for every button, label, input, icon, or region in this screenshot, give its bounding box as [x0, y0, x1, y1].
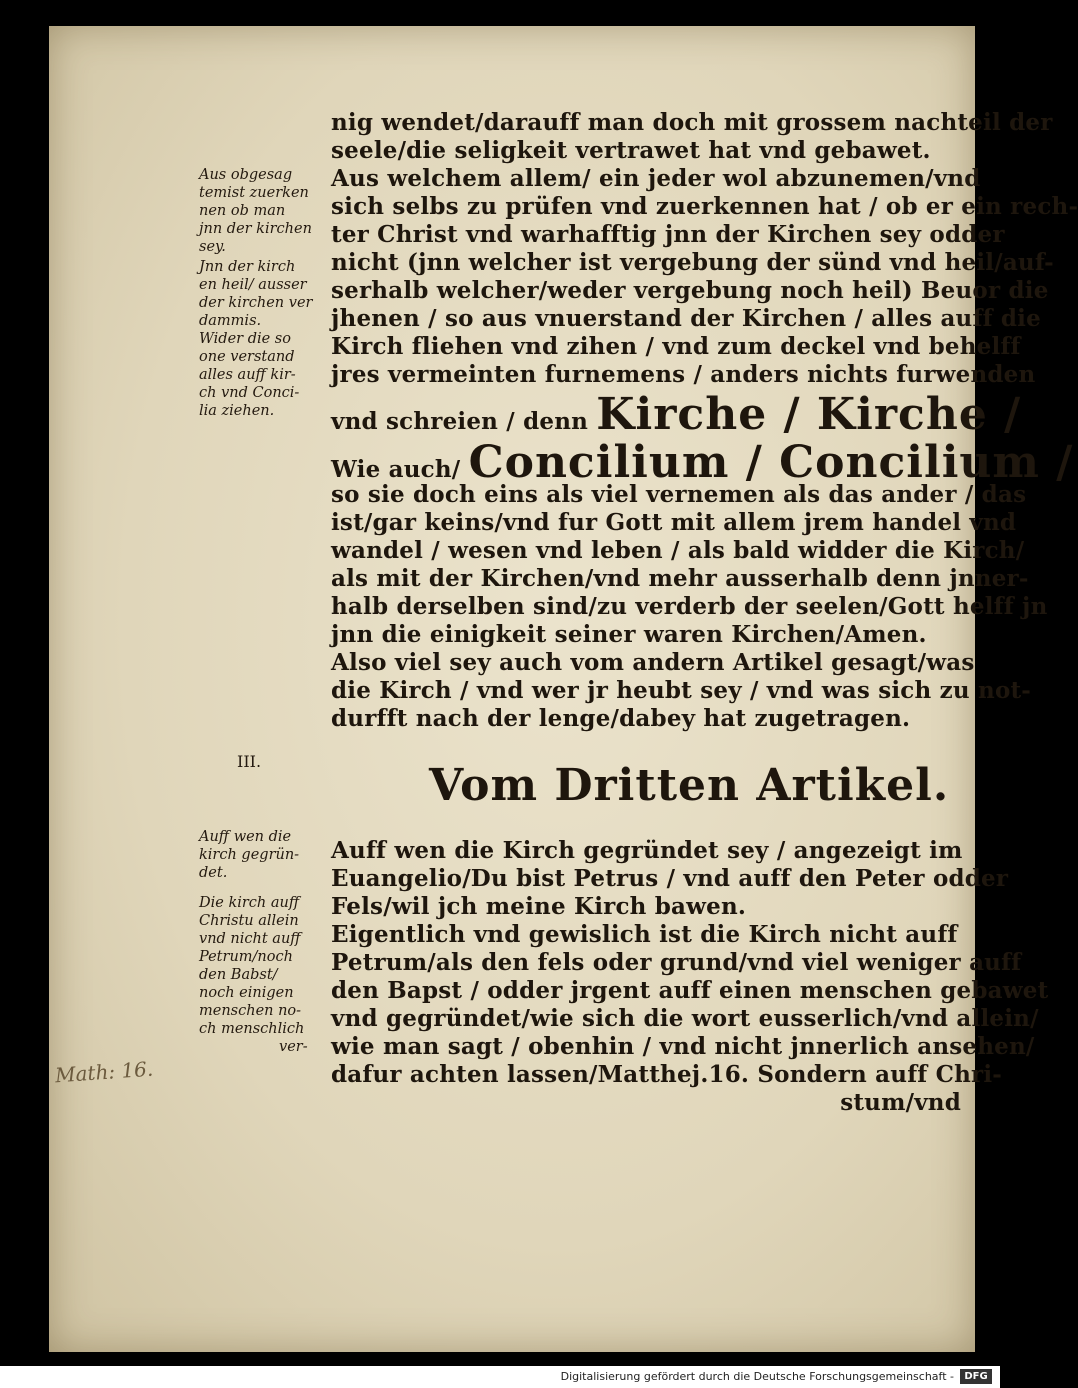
margin-note: dammis. [199, 313, 262, 329]
text-line: wie man sagt / obenhin / vnd nicht jnnerlich ansehen/ [331, 1033, 1035, 1060]
text-line: jhenen / so aus vnuerstand der Kirchen / alles auff die [331, 305, 1041, 332]
footer-bar [0, 1366, 1000, 1388]
margin-note: lia ziehen. [199, 403, 275, 419]
margin-note: vnd nicht auff [199, 931, 301, 947]
handwritten-annotation: Math: 16. [54, 1056, 154, 1088]
book-page [49, 26, 1078, 1352]
chapter-number: III. [237, 752, 262, 771]
text-line: ter Christ vnd warhafftig jnn der Kirchen sey odder [331, 221, 1005, 248]
margin-note: jnn der kirchen [199, 221, 312, 237]
text-line: so sie doch eins als viel vernemen als das ander / das [331, 481, 1027, 508]
margin-note: kirch gegrün- [199, 847, 300, 863]
margin-note: one verstand [199, 349, 295, 365]
margin-note: Auff wen die [199, 829, 292, 845]
text-line: Also viel sey auch vom andern Artikel gesagt/was [331, 649, 975, 676]
text-line: jnn die einigkeit seiner waren Kirchen/Amen. [331, 621, 927, 648]
text-line: dafur achten lassen/Matthej.16. Sondern auff Chri- [331, 1061, 1003, 1088]
margin-note: Jnn der kirch [199, 259, 296, 275]
margin-note: menschen no- [199, 1003, 302, 1019]
shout-prefix: Wie auch/ [331, 456, 461, 483]
margin-note: nen ob man [199, 203, 286, 219]
text-line: jres vermeinten furnemens / anders nichts furwenden [331, 361, 1036, 388]
text-line: durfft nach der lenge/dabey hat zugetragen. [331, 705, 911, 732]
dfg-logo-icon: DFG [960, 1369, 992, 1384]
text-line: Kirch fliehen vnd zihen / vnd zum deckel vnd behelff [331, 333, 1021, 360]
text-line: Petrum/als den fels oder grund/vnd viel weniger auff [331, 949, 1022, 976]
text-line: Euangelio/Du bist Petrus / vnd auff den Peter odder [331, 865, 1009, 892]
margin-note: der kirchen ver [199, 295, 313, 311]
text-line: wandel / wesen vnd leben / als bald widder die Kirch/ [331, 537, 1025, 564]
margin-note: alles auff kir- [199, 367, 296, 383]
shout-concilium: Concilium / Concilium / [468, 437, 1074, 488]
text-line: sich selbs zu prüfen vnd zuerkennen hat / ob er ein rech- [331, 193, 1078, 220]
margin-note: ch vnd Conci- [199, 385, 300, 401]
text-line: Aus welchem allem/ ein jeder wol abzunemen/vnd [331, 165, 981, 192]
text-line: serhalb welcher/weder vergebung noch heil) Beuor die [331, 277, 1049, 304]
text-line: die Kirch / vnd wer jr heubt sey / vnd was sich zu not- [331, 677, 1032, 704]
text-line: nig wendet/darauff man doch mit grossem nachteil der [331, 109, 1053, 136]
margin-note: Petrum/noch [199, 949, 293, 965]
margin-note: den Babst/ [199, 967, 278, 983]
text-line: seele/die seligkeit vertrawet hat vnd gebawet. [331, 137, 931, 164]
text-line: als mit der Kirchen/vnd mehr ausserhalb denn jnner- [331, 565, 1029, 592]
margin-note: ver- [279, 1039, 308, 1055]
margin-note: Aus obgesag [199, 167, 293, 183]
shout-prefix: vnd schreien / denn [331, 408, 589, 435]
margin-note: Die kirch auff [199, 895, 300, 911]
chapter-heading: Vom Dritten Artikel. [429, 760, 950, 811]
margin-note: Christu allein [199, 913, 299, 929]
text-line: den Bapst / odder jrgent auff einen menschen gebawet [331, 977, 1049, 1004]
text-line: Auff wen die Kirch gegründet sey / angezeigt im [331, 837, 963, 864]
margin-note: temist zuerken [199, 185, 309, 201]
funding-credit: Digitalisierung gefördert durch die Deutsche Forschungsgemeinschaft - [560, 1370, 954, 1383]
text-line: Eigentlich vnd gewislich ist die Kirch nicht auff [331, 921, 958, 948]
text-line: stum/vnd [840, 1089, 961, 1116]
margin-note: en heil/ ausser [199, 277, 307, 293]
text-line: ist/gar keins/vnd fur Gott mit allem jrem handel vnd [331, 509, 1017, 536]
text-line: nicht (jnn welcher ist vergebung der sünd vnd heil/auf- [331, 249, 1054, 276]
shout-kirche: Kirche / Kirche / [596, 389, 1022, 440]
margin-note: det. [199, 865, 228, 881]
margin-note: Wider die so [199, 331, 291, 347]
margin-note: noch einigen [199, 985, 294, 1001]
text-line: Fels/wil jch meine Kirch bawen. [331, 893, 747, 920]
text-line: vnd gegründet/wie sich die wort eusserlich/vnd allein/ [331, 1005, 1039, 1032]
margin-note: ch menschlich [199, 1021, 305, 1037]
margin-note: sey. [199, 239, 226, 255]
text-line: halb derselben sind/zu verderb der seelen/Gott helff jn [331, 593, 1048, 620]
